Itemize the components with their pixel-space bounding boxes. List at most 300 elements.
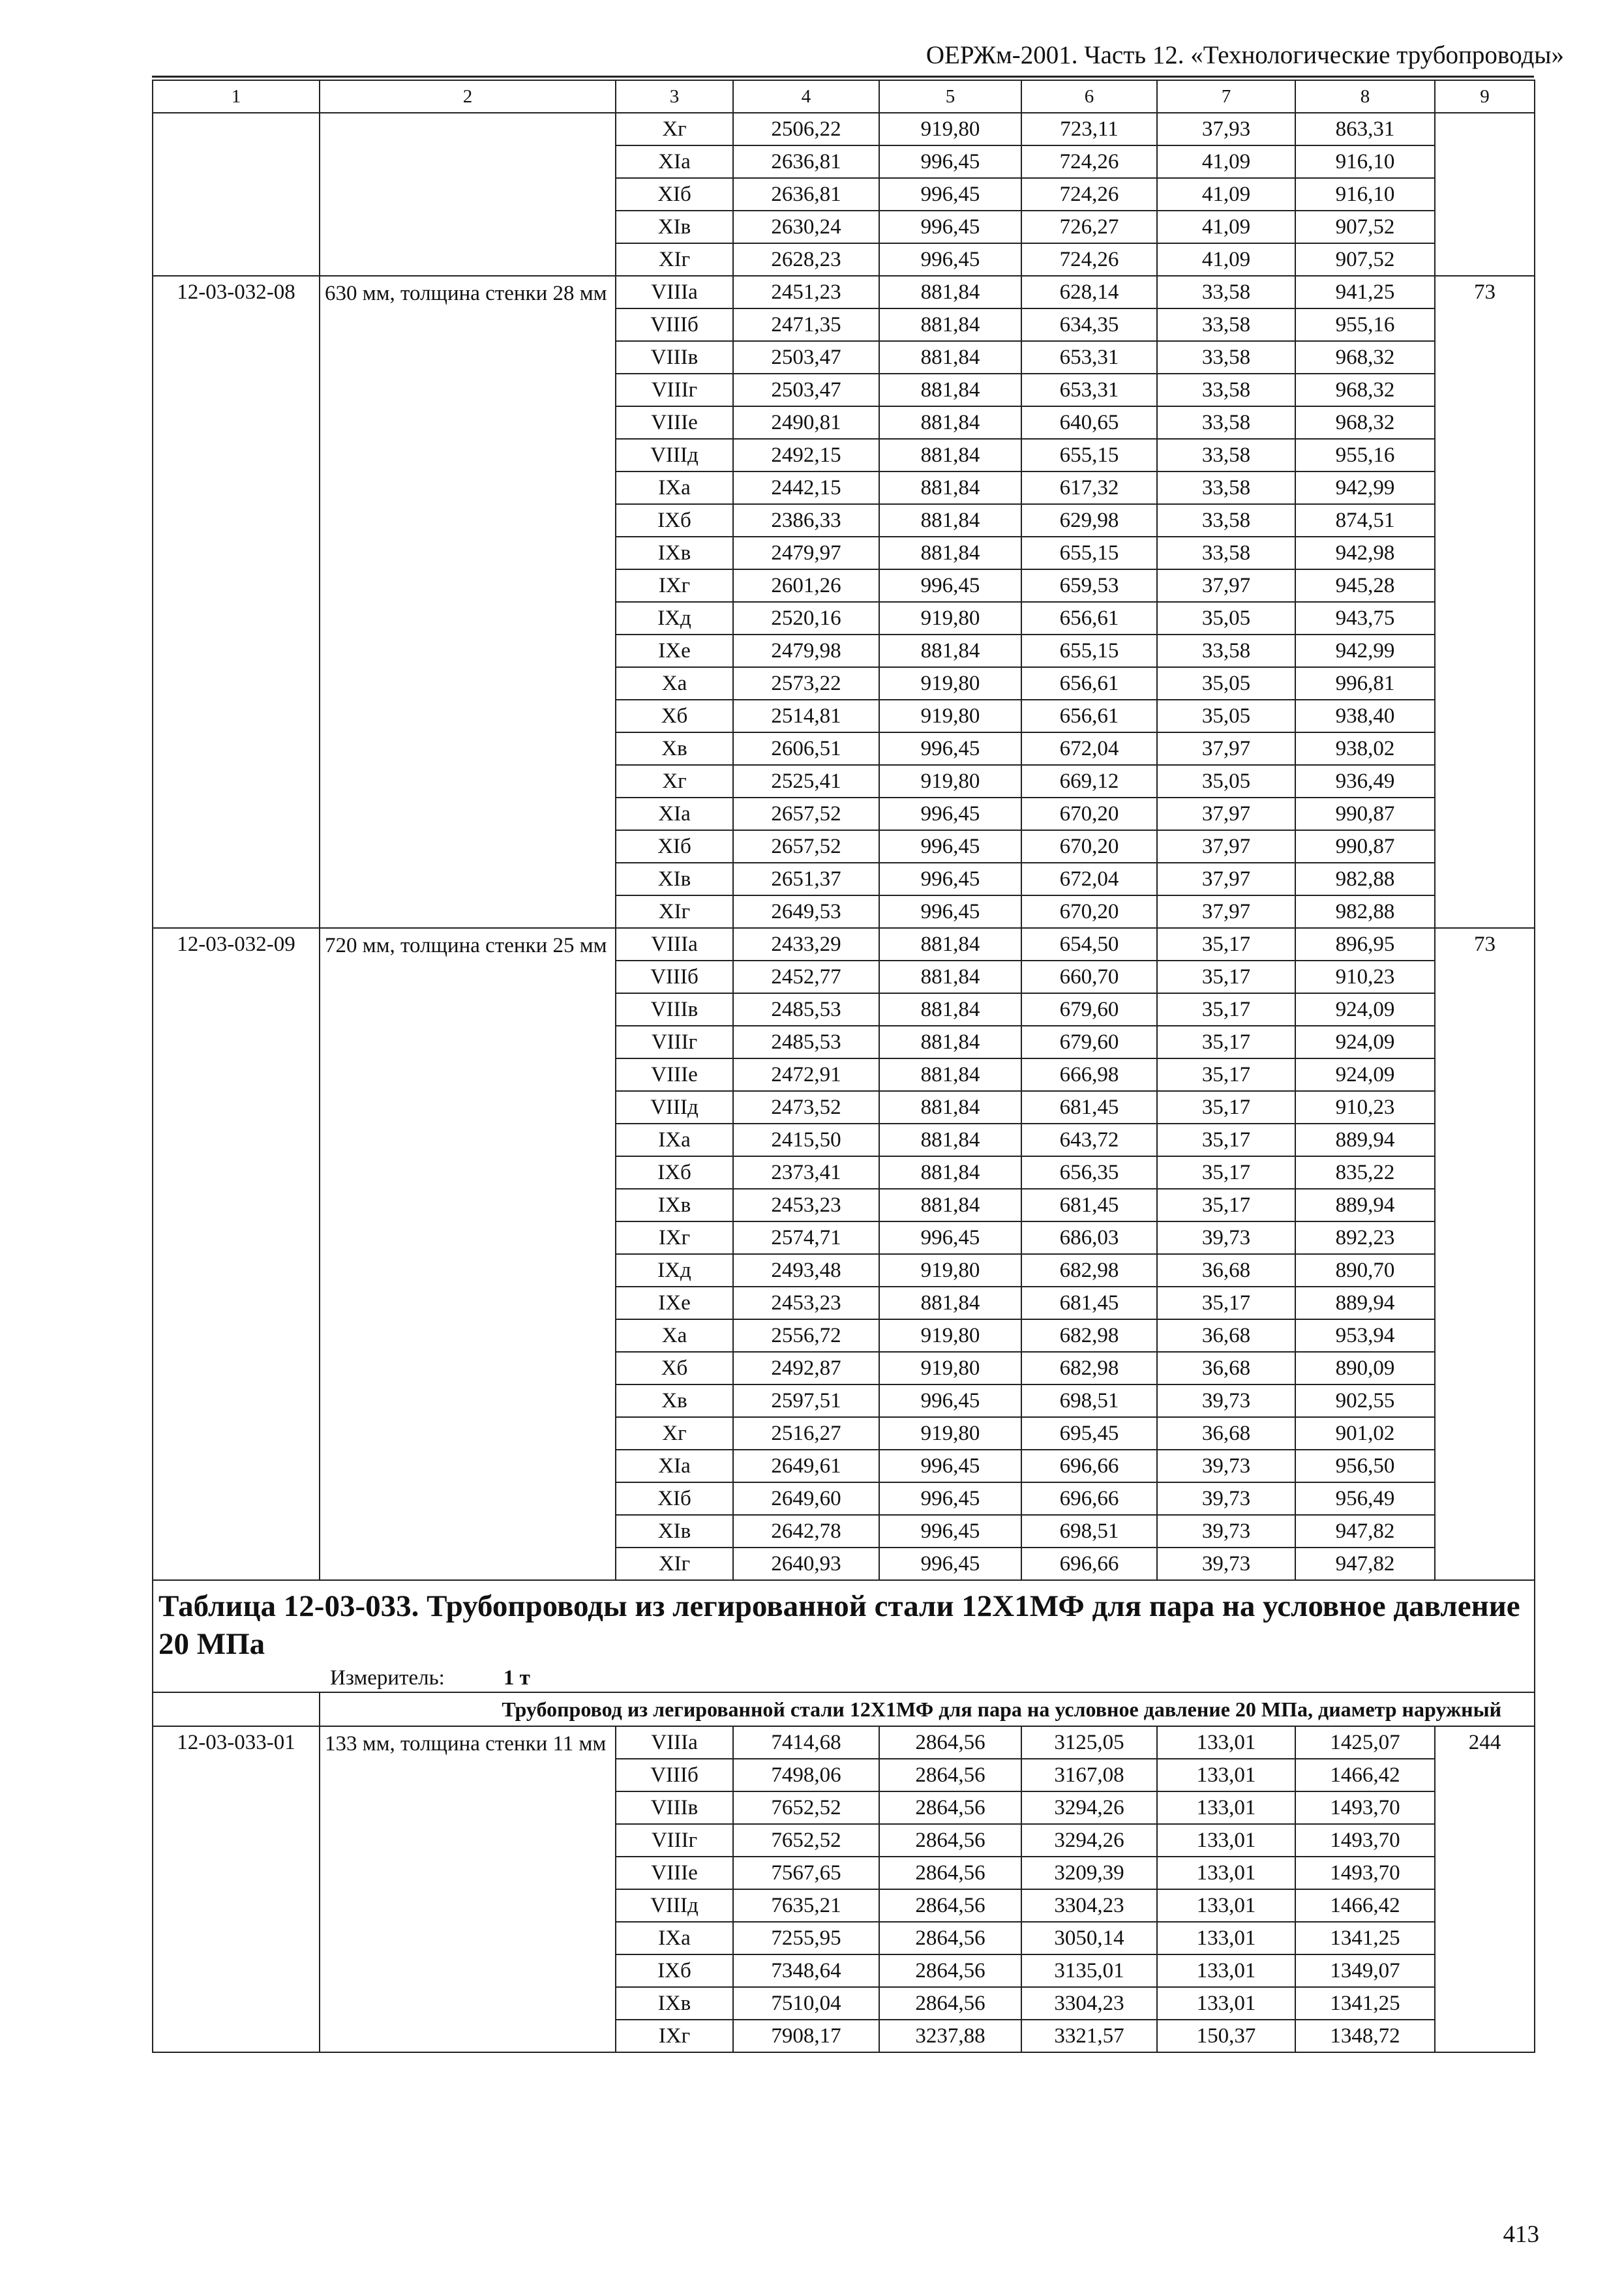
- total-cost-cell: 7498,06: [733, 1759, 879, 1791]
- material-cost-cell: 1341,25: [1295, 1922, 1435, 1954]
- total-cost-cell: 2453,23: [733, 1287, 879, 1319]
- column-number: 6: [1021, 80, 1157, 113]
- total-cost-cell: 2506,22: [733, 113, 879, 145]
- machine-cost-cell: 3050,14: [1021, 1922, 1157, 1954]
- grade-cell: IXв: [616, 1987, 733, 2020]
- table-row: [153, 1726, 1535, 1759]
- column-number: 5: [879, 80, 1021, 113]
- material-cost-cell: 943,75: [1295, 602, 1435, 635]
- machine-cost-cell: 643,72: [1021, 1124, 1157, 1156]
- driver-wage-cell: 35,17: [1157, 1189, 1295, 1221]
- material-cost-cell: 982,88: [1295, 895, 1435, 928]
- table-caption: [153, 1580, 1535, 1692]
- total-cost-cell: 7908,17: [733, 2020, 879, 2052]
- driver-wage-cell: 37,97: [1157, 895, 1295, 928]
- wage-cell: 996,45: [879, 1450, 1021, 1482]
- wage-cell: 919,80: [879, 1319, 1021, 1352]
- material-cost-cell: 982,88: [1295, 863, 1435, 895]
- wage-cell: 881,84: [879, 635, 1021, 667]
- machine-cost-cell: 656,61: [1021, 700, 1157, 732]
- grade-cell: Xб: [616, 700, 733, 732]
- machine-cost-cell: 726,27: [1021, 211, 1157, 243]
- machine-cost-cell: 724,26: [1021, 243, 1157, 276]
- total-cost-cell: 2473,52: [733, 1091, 879, 1124]
- material-cost-cell: 916,10: [1295, 178, 1435, 211]
- machine-cost-cell: 723,11: [1021, 113, 1157, 145]
- driver-wage-cell: 33,58: [1157, 635, 1295, 667]
- grade-cell: IXг: [616, 1221, 733, 1254]
- grade-cell: VIIIд: [616, 1091, 733, 1124]
- grade-cell: IXг: [616, 2020, 733, 2052]
- wage-cell: 996,45: [879, 732, 1021, 765]
- material-norm-cell: [1435, 113, 1535, 276]
- material-cost-cell: 1493,70: [1295, 1791, 1435, 1824]
- rate-description-cell: 630 мм, толщина стенки 28 мм: [320, 276, 616, 928]
- machine-cost-cell: 696,66: [1021, 1548, 1157, 1580]
- wage-cell: 881,84: [879, 374, 1021, 406]
- driver-wage-cell: 35,17: [1157, 1058, 1295, 1091]
- column-number: 8: [1295, 80, 1435, 113]
- driver-wage-cell: 133,01: [1157, 1954, 1295, 1987]
- driver-wage-cell: 36,68: [1157, 1319, 1295, 1352]
- driver-wage-cell: 35,17: [1157, 1091, 1295, 1124]
- wage-cell: 996,45: [879, 830, 1021, 863]
- total-cost-cell: 2479,97: [733, 537, 879, 569]
- column-number: 4: [733, 80, 879, 113]
- grade-cell: VIIIa: [616, 928, 733, 961]
- grade-cell: IXe: [616, 635, 733, 667]
- driver-wage-cell: 133,01: [1157, 1857, 1295, 1889]
- driver-wage-cell: 33,58: [1157, 504, 1295, 537]
- driver-wage-cell: 36,68: [1157, 1254, 1295, 1287]
- wage-cell: 881,84: [879, 961, 1021, 993]
- material-cost-cell: 942,99: [1295, 635, 1435, 667]
- column-number: 7: [1157, 80, 1295, 113]
- total-cost-cell: 2490,81: [733, 406, 879, 439]
- grade-cell: Xв: [616, 1384, 733, 1417]
- wage-cell: 996,45: [879, 178, 1021, 211]
- machine-cost-cell: 672,04: [1021, 863, 1157, 895]
- grade-cell: IXд: [616, 1254, 733, 1287]
- wage-cell: 881,84: [879, 308, 1021, 341]
- driver-wage-cell: 33,58: [1157, 276, 1295, 308]
- driver-wage-cell: 35,17: [1157, 1026, 1295, 1058]
- material-cost-cell: 947,82: [1295, 1548, 1435, 1580]
- total-cost-cell: 2516,27: [733, 1417, 879, 1450]
- total-cost-cell: 2485,53: [733, 993, 879, 1026]
- grade-cell: IXe: [616, 1287, 733, 1319]
- machine-cost-cell: 655,15: [1021, 635, 1157, 667]
- material-cost-cell: 924,09: [1295, 993, 1435, 1026]
- wage-cell: 996,45: [879, 569, 1021, 602]
- total-cost-cell: 7652,52: [733, 1824, 879, 1857]
- wage-cell: 881,84: [879, 439, 1021, 471]
- total-cost-cell: 2601,26: [733, 569, 879, 602]
- page-header-title: ОЕРЖм-2001. Часть 12. «Технологические трубопроводы»: [925, 41, 1564, 69]
- wage-cell: 996,45: [879, 145, 1021, 178]
- wage-cell: 2864,56: [879, 1824, 1021, 1857]
- grade-cell: VIIIг: [616, 1824, 733, 1857]
- column-number: 2: [320, 80, 616, 113]
- grade-cell: IXa: [616, 1124, 733, 1156]
- driver-wage-cell: 41,09: [1157, 243, 1295, 276]
- total-cost-cell: 2649,61: [733, 1450, 879, 1482]
- grade-cell: IXг: [616, 569, 733, 602]
- wage-cell: 919,80: [879, 667, 1021, 700]
- material-cost-cell: 890,70: [1295, 1254, 1435, 1287]
- machine-cost-cell: 640,65: [1021, 406, 1157, 439]
- driver-wage-cell: 37,97: [1157, 569, 1295, 602]
- material-cost-cell: 945,28: [1295, 569, 1435, 602]
- total-cost-cell: 2657,52: [733, 798, 879, 830]
- total-cost-cell: 2640,93: [733, 1548, 879, 1580]
- grade-cell: Xг: [616, 1417, 733, 1450]
- total-cost-cell: 2492,87: [733, 1352, 879, 1384]
- machine-cost-cell: 670,20: [1021, 895, 1157, 928]
- total-cost-cell: 2651,37: [733, 863, 879, 895]
- material-cost-cell: 916,10: [1295, 145, 1435, 178]
- material-cost-cell: 890,09: [1295, 1352, 1435, 1384]
- wage-cell: 881,84: [879, 1091, 1021, 1124]
- material-cost-cell: 936,49: [1295, 765, 1435, 798]
- material-cost-cell: 938,02: [1295, 732, 1435, 765]
- driver-wage-cell: 35,17: [1157, 1287, 1295, 1319]
- driver-wage-cell: 133,01: [1157, 1824, 1295, 1857]
- material-cost-cell: 941,25: [1295, 276, 1435, 308]
- unit-label: Измеритель:: [330, 1666, 445, 1690]
- material-cost-cell: 902,55: [1295, 1384, 1435, 1417]
- grade-cell: XIa: [616, 145, 733, 178]
- wage-cell: 881,84: [879, 1026, 1021, 1058]
- total-cost-cell: 2520,16: [733, 602, 879, 635]
- machine-cost-cell: 654,50: [1021, 928, 1157, 961]
- machine-cost-cell: 679,60: [1021, 993, 1157, 1026]
- grade-cell: XIб: [616, 830, 733, 863]
- machine-cost-cell: 3304,23: [1021, 1987, 1157, 2020]
- wage-cell: 2864,56: [879, 1987, 1021, 2020]
- grade-cell: VIIIд: [616, 1889, 733, 1922]
- material-cost-cell: 889,94: [1295, 1189, 1435, 1221]
- grade-cell: Xa: [616, 667, 733, 700]
- total-cost-cell: 2556,72: [733, 1319, 879, 1352]
- material-cost-cell: 1493,70: [1295, 1824, 1435, 1857]
- total-cost-cell: 2493,48: [733, 1254, 879, 1287]
- wage-cell: 2864,56: [879, 1922, 1021, 1954]
- material-cost-cell: 968,32: [1295, 374, 1435, 406]
- driver-wage-cell: 35,05: [1157, 765, 1295, 798]
- grade-cell: VIIIв: [616, 1791, 733, 1824]
- total-cost-cell: 2471,35: [733, 308, 879, 341]
- total-cost-cell: 2472,91: [733, 1058, 879, 1091]
- material-cost-cell: 907,52: [1295, 243, 1435, 276]
- grade-cell: VIIIв: [616, 993, 733, 1026]
- total-cost-cell: 2649,60: [733, 1482, 879, 1515]
- material-norm-cell: 73: [1435, 276, 1535, 928]
- table-title: Таблица 12-03-033. Трубопроводы из легированной стали 12Х1МФ для пара на условное давление 20 МПа: [158, 1589, 1520, 1661]
- wage-cell: 881,84: [879, 1189, 1021, 1221]
- total-cost-cell: 2597,51: [733, 1384, 879, 1417]
- wage-cell: 996,45: [879, 895, 1021, 928]
- grade-cell: XIa: [616, 1450, 733, 1482]
- wage-cell: 919,80: [879, 602, 1021, 635]
- driver-wage-cell: 133,01: [1157, 1759, 1295, 1791]
- wage-cell: 881,84: [879, 276, 1021, 308]
- driver-wage-cell: 35,05: [1157, 700, 1295, 732]
- wage-cell: 2864,56: [879, 1726, 1021, 1759]
- total-cost-cell: 2574,71: [733, 1221, 879, 1254]
- grade-cell: XIв: [616, 863, 733, 895]
- unit-value: 1 т: [503, 1666, 530, 1690]
- wage-cell: 2864,56: [879, 1791, 1021, 1824]
- wage-cell: 919,80: [879, 1254, 1021, 1287]
- material-cost-cell: 1425,07: [1295, 1726, 1435, 1759]
- driver-wage-cell: 37,97: [1157, 732, 1295, 765]
- machine-cost-cell: 681,45: [1021, 1091, 1157, 1124]
- machine-cost-cell: 656,35: [1021, 1156, 1157, 1189]
- material-cost-cell: 1466,42: [1295, 1889, 1435, 1922]
- grade-cell: IXд: [616, 602, 733, 635]
- grade-cell: Xв: [616, 732, 733, 765]
- driver-wage-cell: 35,17: [1157, 961, 1295, 993]
- machine-cost-cell: 679,60: [1021, 1026, 1157, 1058]
- column-number: 1: [153, 80, 320, 113]
- material-cost-cell: 942,99: [1295, 471, 1435, 504]
- material-cost-cell: 953,94: [1295, 1319, 1435, 1352]
- material-cost-cell: 924,09: [1295, 1026, 1435, 1058]
- total-cost-cell: 2503,47: [733, 374, 879, 406]
- driver-wage-cell: 133,01: [1157, 1889, 1295, 1922]
- total-cost-cell: 2630,24: [733, 211, 879, 243]
- grade-cell: Xг: [616, 765, 733, 798]
- material-cost-cell: 990,87: [1295, 830, 1435, 863]
- wage-cell: 996,45: [879, 1221, 1021, 1254]
- grade-cell: Xг: [616, 113, 733, 145]
- wage-cell: 996,45: [879, 1548, 1021, 1580]
- machine-cost-cell: 698,51: [1021, 1515, 1157, 1548]
- material-cost-cell: 996,81: [1295, 667, 1435, 700]
- grade-cell: VIIIe: [616, 406, 733, 439]
- material-cost-cell: 1493,70: [1295, 1857, 1435, 1889]
- table-row: [153, 928, 1535, 961]
- total-cost-cell: 2373,41: [733, 1156, 879, 1189]
- total-cost-cell: 2386,33: [733, 504, 879, 537]
- total-cost-cell: 2451,23: [733, 276, 879, 308]
- grade-cell: XIб: [616, 1482, 733, 1515]
- material-cost-cell: 889,94: [1295, 1287, 1435, 1319]
- wage-cell: 2864,56: [879, 1857, 1021, 1889]
- total-cost-cell: 2636,81: [733, 145, 879, 178]
- material-cost-cell: 835,22: [1295, 1156, 1435, 1189]
- wage-cell: 881,84: [879, 504, 1021, 537]
- machine-cost-cell: 655,15: [1021, 537, 1157, 569]
- rates-table: [152, 80, 1535, 2053]
- driver-wage-cell: 35,05: [1157, 667, 1295, 700]
- machine-cost-cell: 3209,39: [1021, 1857, 1157, 1889]
- grade-cell: XIa: [616, 798, 733, 830]
- driver-wage-cell: 33,58: [1157, 308, 1295, 341]
- grade-cell: XIг: [616, 1548, 733, 1580]
- material-cost-cell: 955,16: [1295, 439, 1435, 471]
- driver-wage-cell: 36,68: [1157, 1417, 1295, 1450]
- driver-wage-cell: 35,05: [1157, 602, 1295, 635]
- wage-cell: 881,84: [879, 1156, 1021, 1189]
- table-row: [153, 276, 1535, 308]
- machine-cost-cell: 3135,01: [1021, 1954, 1157, 1987]
- grade-cell: VIIIг: [616, 1026, 733, 1058]
- material-cost-cell: 874,51: [1295, 504, 1435, 537]
- wage-cell: 919,80: [879, 765, 1021, 798]
- grade-cell: IXб: [616, 504, 733, 537]
- driver-wage-cell: 39,73: [1157, 1515, 1295, 1548]
- total-cost-cell: 7348,64: [733, 1954, 879, 1987]
- machine-cost-cell: 656,61: [1021, 667, 1157, 700]
- machine-cost-cell: 3125,05: [1021, 1726, 1157, 1759]
- material-cost-cell: 968,32: [1295, 406, 1435, 439]
- machine-cost-cell: 670,20: [1021, 798, 1157, 830]
- material-cost-cell: 990,87: [1295, 798, 1435, 830]
- machine-cost-cell: 672,04: [1021, 732, 1157, 765]
- wage-cell: 996,45: [879, 798, 1021, 830]
- grade-cell: VIIIa: [616, 276, 733, 308]
- machine-cost-cell: 3304,23: [1021, 1889, 1157, 1922]
- wage-cell: 881,84: [879, 537, 1021, 569]
- grade-cell: XIб: [616, 178, 733, 211]
- machine-cost-cell: 660,70: [1021, 961, 1157, 993]
- wage-cell: 2864,56: [879, 1759, 1021, 1791]
- grade-cell: VIIIб: [616, 961, 733, 993]
- material-cost-cell: 910,23: [1295, 1091, 1435, 1124]
- total-cost-cell: 2492,15: [733, 439, 879, 471]
- machine-cost-cell: 669,12: [1021, 765, 1157, 798]
- total-cost-cell: 2503,47: [733, 341, 879, 374]
- total-cost-cell: 2442,15: [733, 471, 879, 504]
- table-caption-row: [153, 1580, 1535, 1692]
- driver-wage-cell: 39,73: [1157, 1221, 1295, 1254]
- material-cost-cell: 889,94: [1295, 1124, 1435, 1156]
- material-cost-cell: 910,23: [1295, 961, 1435, 993]
- table-row: [153, 113, 1535, 145]
- wage-cell: 881,84: [879, 1287, 1021, 1319]
- grade-cell: IXв: [616, 1189, 733, 1221]
- header-rule: [152, 76, 1534, 78]
- material-cost-cell: 892,23: [1295, 1221, 1435, 1254]
- machine-cost-cell: 682,98: [1021, 1352, 1157, 1384]
- wage-cell: 996,45: [879, 1384, 1021, 1417]
- grade-cell: XIг: [616, 895, 733, 928]
- wage-cell: 881,84: [879, 1058, 1021, 1091]
- rate-code-cell: [153, 113, 320, 276]
- grade-cell: IXa: [616, 471, 733, 504]
- total-cost-cell: 2433,29: [733, 928, 879, 961]
- total-cost-cell: 2642,78: [733, 1515, 879, 1548]
- rate-code-cell: 12-03-033-01: [153, 1726, 320, 2052]
- driver-wage-cell: 37,97: [1157, 830, 1295, 863]
- material-cost-cell: 896,95: [1295, 928, 1435, 961]
- grade-cell: IXб: [616, 1954, 733, 1987]
- material-cost-cell: 1349,07: [1295, 1954, 1435, 1987]
- total-cost-cell: 2453,23: [733, 1189, 879, 1221]
- blank-cell: [153, 1692, 320, 1726]
- material-cost-cell: 938,40: [1295, 700, 1435, 732]
- machine-cost-cell: 696,66: [1021, 1450, 1157, 1482]
- machine-cost-cell: 653,31: [1021, 341, 1157, 374]
- wage-cell: 2864,56: [879, 1954, 1021, 1987]
- driver-wage-cell: 37,93: [1157, 113, 1295, 145]
- driver-wage-cell: 133,01: [1157, 1726, 1295, 1759]
- machine-cost-cell: 682,98: [1021, 1319, 1157, 1352]
- driver-wage-cell: 39,73: [1157, 1482, 1295, 1515]
- total-cost-cell: 7414,68: [733, 1726, 879, 1759]
- material-cost-cell: 956,50: [1295, 1450, 1435, 1482]
- wage-cell: 996,45: [879, 211, 1021, 243]
- material-cost-cell: 907,52: [1295, 211, 1435, 243]
- driver-wage-cell: 33,58: [1157, 341, 1295, 374]
- material-cost-cell: 956,49: [1295, 1482, 1435, 1515]
- driver-wage-cell: 150,37: [1157, 2020, 1295, 2052]
- machine-cost-cell: 3294,26: [1021, 1824, 1157, 1857]
- driver-wage-cell: 35,17: [1157, 928, 1295, 961]
- grade-cell: XIв: [616, 1515, 733, 1548]
- wage-cell: 881,84: [879, 928, 1021, 961]
- material-cost-cell: 863,31: [1295, 113, 1435, 145]
- driver-wage-cell: 133,01: [1157, 1922, 1295, 1954]
- material-norm-cell: 73: [1435, 928, 1535, 1580]
- grade-cell: VIIIб: [616, 1759, 733, 1791]
- grade-cell: Xa: [616, 1319, 733, 1352]
- wage-cell: 919,80: [879, 700, 1021, 732]
- driver-wage-cell: 41,09: [1157, 211, 1295, 243]
- column-number: 9: [1435, 80, 1535, 113]
- material-cost-cell: 1341,25: [1295, 1987, 1435, 2020]
- machine-cost-cell: 628,14: [1021, 276, 1157, 308]
- machine-cost-cell: 670,20: [1021, 830, 1157, 863]
- wage-cell: 881,84: [879, 471, 1021, 504]
- machine-cost-cell: 724,26: [1021, 178, 1157, 211]
- total-cost-cell: 2657,52: [733, 830, 879, 863]
- grade-cell: XIв: [616, 211, 733, 243]
- wage-cell: 881,84: [879, 341, 1021, 374]
- material-cost-cell: 1348,72: [1295, 2020, 1435, 2052]
- machine-cost-cell: 617,32: [1021, 471, 1157, 504]
- column-number-row: [153, 80, 1535, 113]
- machine-cost-cell: 3294,26: [1021, 1791, 1157, 1824]
- wage-cell: 3237,88: [879, 2020, 1021, 2052]
- driver-wage-cell: 37,97: [1157, 863, 1295, 895]
- grade-cell: VIIIд: [616, 439, 733, 471]
- machine-cost-cell: 659,53: [1021, 569, 1157, 602]
- grade-cell: IXa: [616, 1922, 733, 1954]
- driver-wage-cell: 33,58: [1157, 439, 1295, 471]
- driver-wage-cell: 133,01: [1157, 1791, 1295, 1824]
- column-number: 3: [616, 80, 733, 113]
- wage-cell: 881,84: [879, 993, 1021, 1026]
- grade-cell: VIIIa: [616, 1726, 733, 1759]
- grade-cell: VIIIб: [616, 308, 733, 341]
- material-cost-cell: 924,09: [1295, 1058, 1435, 1091]
- machine-cost-cell: 724,26: [1021, 145, 1157, 178]
- driver-wage-cell: 39,73: [1157, 1548, 1295, 1580]
- page-number: 413: [1503, 2221, 1539, 2248]
- driver-wage-cell: 33,58: [1157, 537, 1295, 569]
- table-subheader: Трубопровод из легированной стали 12Х1МФ для пара на условное давление 20 МПа, диаметр наружный: [320, 1692, 1535, 1726]
- total-cost-cell: 2415,50: [733, 1124, 879, 1156]
- wage-cell: 919,80: [879, 1417, 1021, 1450]
- total-cost-cell: 2479,98: [733, 635, 879, 667]
- wage-cell: 996,45: [879, 1515, 1021, 1548]
- grade-cell: VIIIe: [616, 1058, 733, 1091]
- driver-wage-cell: 36,68: [1157, 1352, 1295, 1384]
- grade-cell: IXв: [616, 537, 733, 569]
